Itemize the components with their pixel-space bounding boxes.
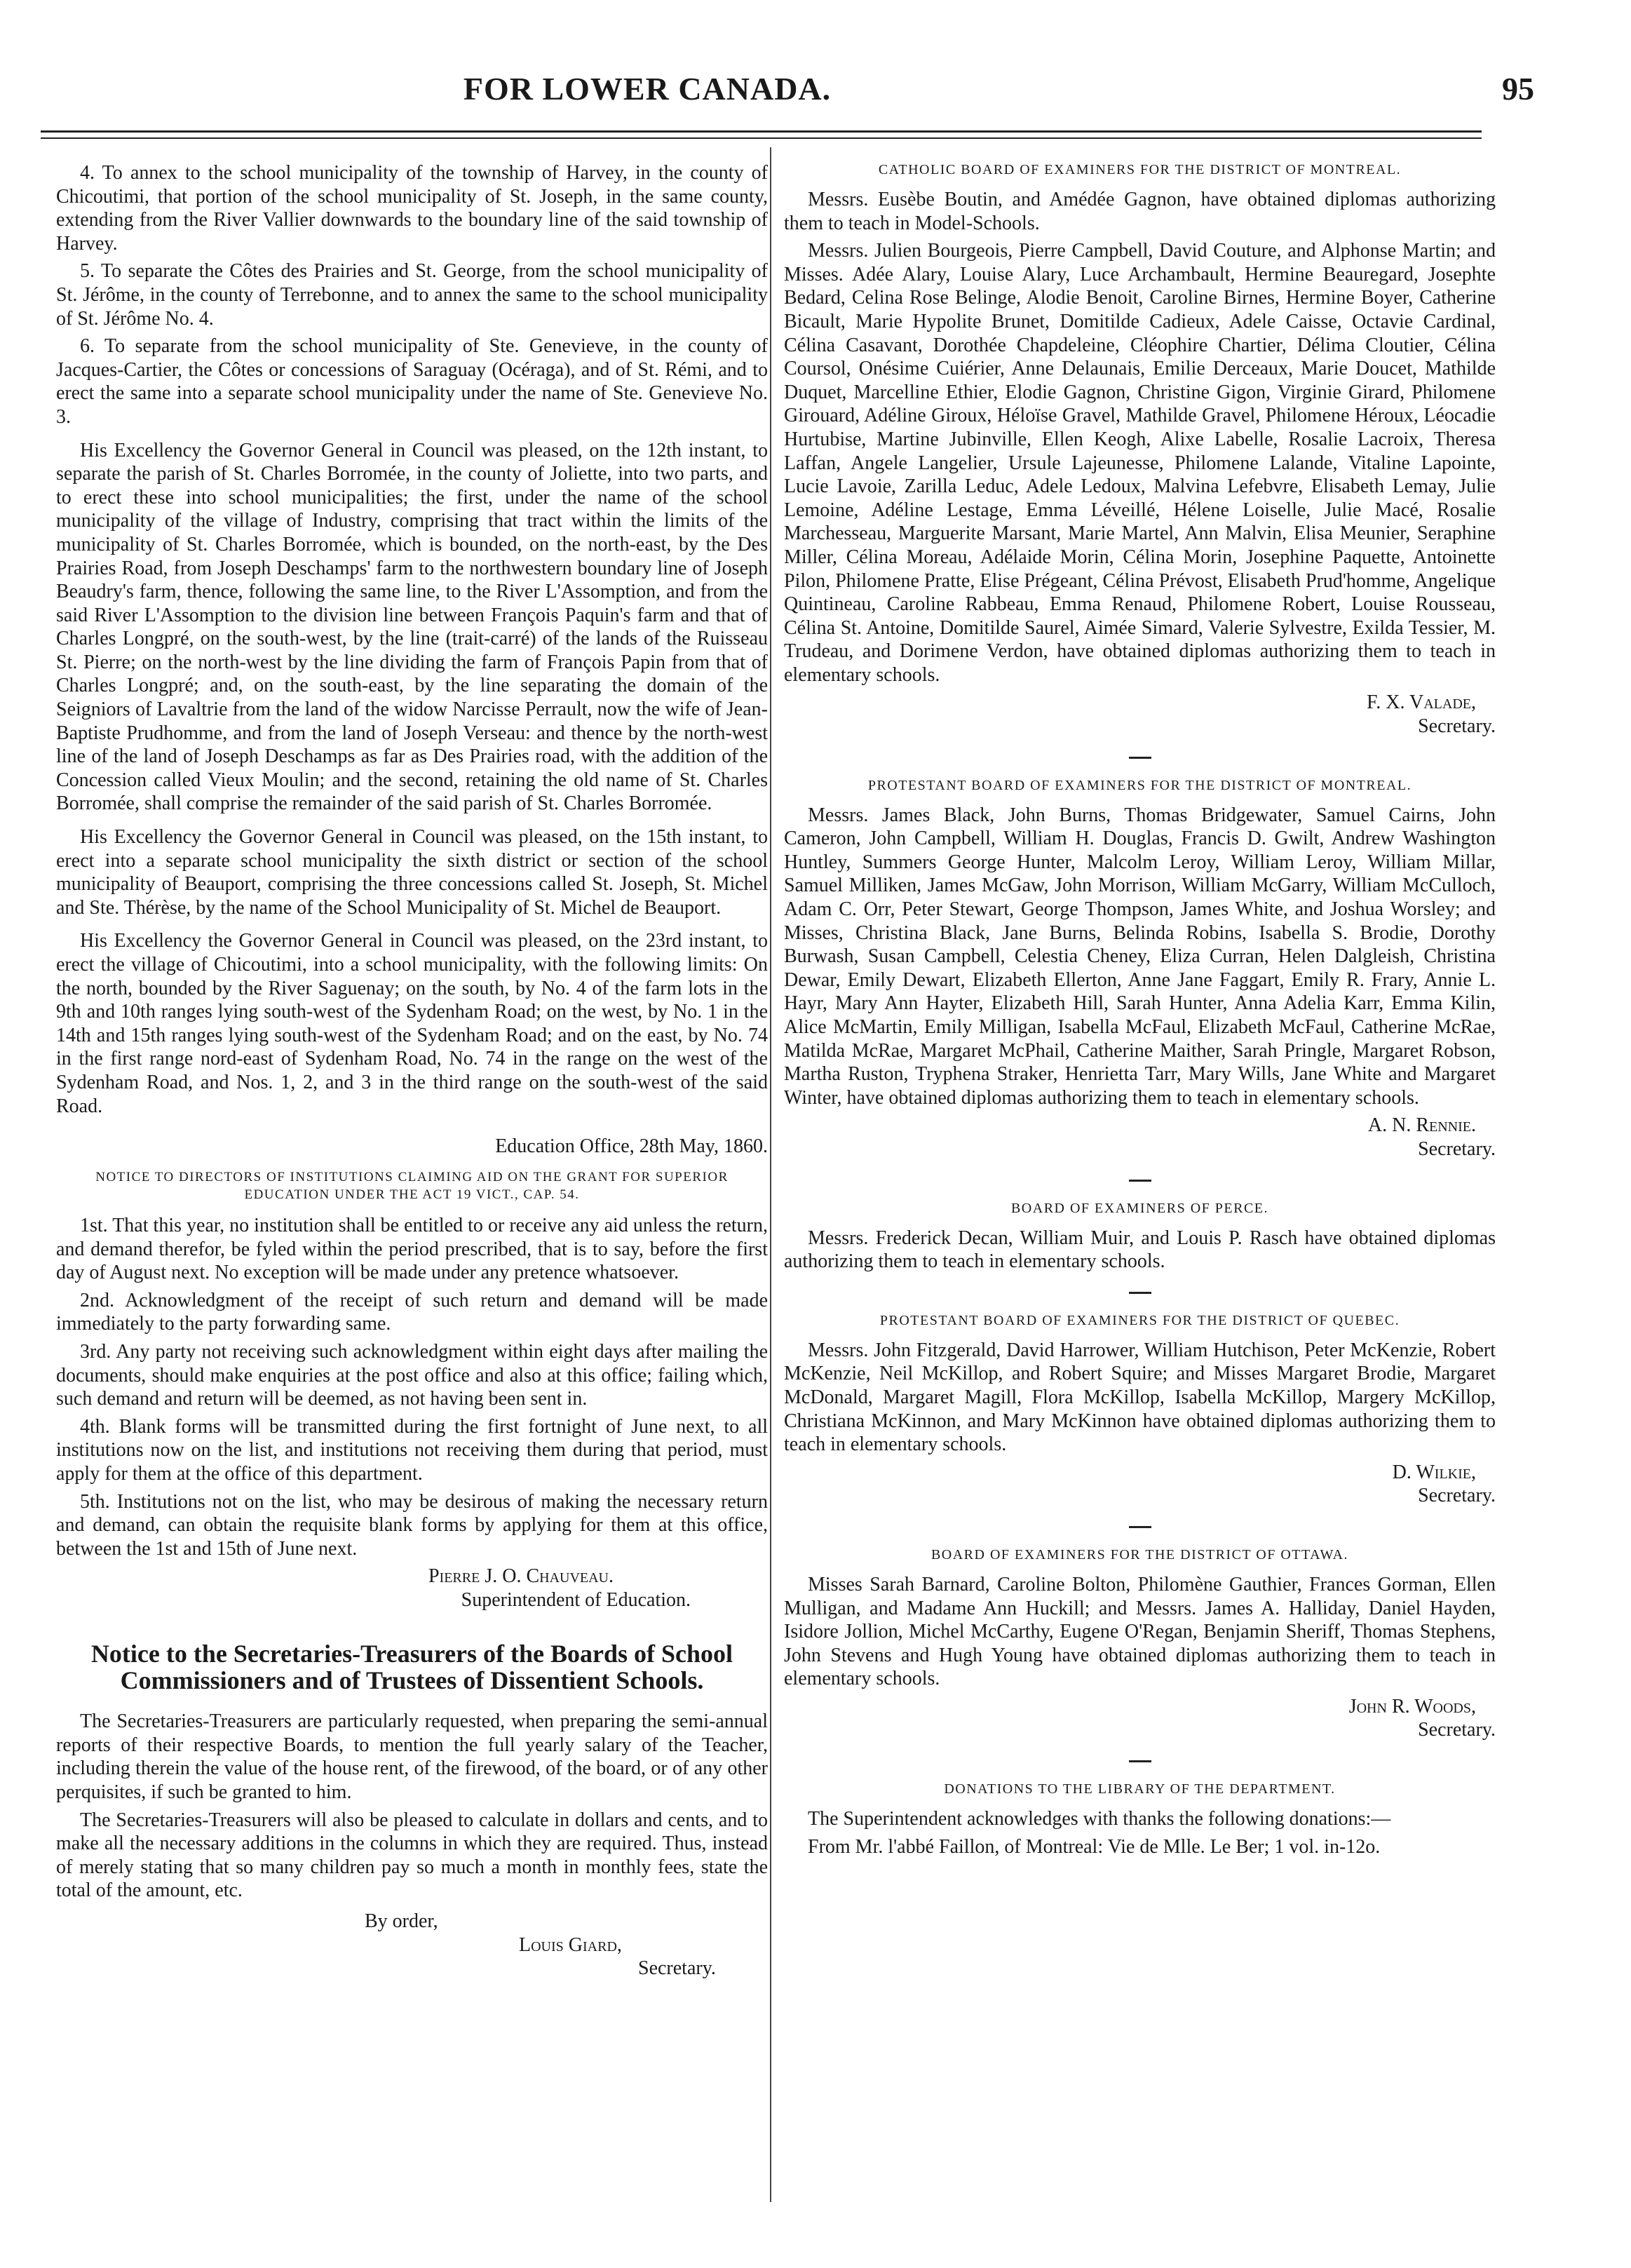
by-order-name: Louis Giard, — [519, 1933, 622, 1956]
signature-name: A. N. Rennie. — [1367, 1114, 1476, 1137]
section-heading: BOARD OF EXAMINERS OF PERCE. — [1010, 1200, 1269, 1216]
signature-role: Secretary. — [1418, 1485, 1496, 1507]
notice-title: Notice to the Secretaries-Treasurers of the Boards of School Commissioners and of Trustees of Dissentient Schools. — [90, 1639, 733, 1695]
paragraph: Misses Sarah Barnard, Caroline Bolton, Philomène Gauthier, Frances Gorman, Ellen Mulligan, and Madame Ann Huckill; and Messrs. James A. Halliday, Daniel Hayden, Isidore Jollion, Michel McCarthy, Eugene O'Regan, Benjamin Sheriff, Thomas Stephens, John Stevens and Hugh Young have obtained diplomas authorizing them to teach in elementary schools. — [784, 1573, 1496, 1690]
notice-heading: NOTICE TO DIRECTORS OF INSTITUTIONS CLAIMING AID ON THE GRANT FOR SUPERIOR EDUCATION UNDER THE ACT 19 VICT., CAP. 54. — [95, 1169, 729, 1203]
paragraph: 2nd. Acknowledgment of the receipt of such return and demand will be made immediately to the party forwarding same. — [56, 1289, 768, 1335]
section-dash — [1129, 1760, 1151, 1762]
section-dash — [1129, 1180, 1151, 1182]
section-dash — [1129, 1526, 1151, 1528]
signature-name: John R. Woods, — [1348, 1695, 1476, 1717]
paragraph: Messrs. Frederick Decan, William Muir, and Louis P. Rasch have obtained diplomas authorizing them to teach in elementary schools. — [784, 1227, 1496, 1273]
section-heading: PROTESTANT BOARD OF EXAMINERS FOR THE DISTRICT OF MONTREAL. — [867, 777, 1412, 793]
paragraph: Messrs. Julien Bourgeois, Pierre Campbell, David Couture, and Alphonse Martin; and Misses. Adée Alary, Louise Alary, Luce Archambault, Hermine Beauregard, Josephte Bedard, Celina Rose Belinge, Alodie Benoit, Caroline Birnes, Hermine Boyer, Catherine Bicault, Marie Hypolite Brunet, Domitilde Cadieux, Adele Caisse, Octavie Cardinal, Célina Casavant, Dorothée Chapdeleine, Cléophire Chartier, Délima Cloutier, Célina Coursol, Onésime Cuiérier, Anne Delaunais, Emilie Derceaux, Marie Doucet, Mathilde Duquet, Marcelline Ethier, Elodie Gagnon, Christine Gigon, Virginie Girard, Philomene Girouard, Adéline Giroux, Héloïse Gravel, Mathilde Gravel, Philomene Héroux, Léocadie Hurtubise, Martine Jubinville, Ellen Keogh, Alixe Labelle, Rosalie Lacroix, Theresa Laffan, Angele Langelier, Ursule Lajeunesse, Philomene Lalande, Vitaline Lapointe, Lucie Lavoie, Zarilla Leduc, Adele Ledoux, Malvina Lefebvre, Elisabeth Lemay, Julie Lemoine, Adéline Lestage, Emma Léveillé, Hélene Loiselle, Julie Macé, Rosalie Marchesseau, Marguerite Marsant, Marie Martel, Ann Malvin, Elisa Meunier, Seraphine Miller, Célina Moreau, Adélaide Morin, Célina Morin, Josephine Paquette, Antoinette Pilon, Philomene Pratte, Elise Prégeant, Célina Prévost, Elisabeth Prud'homme, Angelique Quintineau, Caroline Rabbeau, Emma Renaud, Philomene Robert, Louise Rousseau, Célina St. Antoine, Domitilde Saurel, Aimée Simard, Valerie Sylvestre, Exilda Tessier, M. Trudeau, and Dorimene Verdon, have obtained diplomas authorizing them to teach in elementary schools. — [784, 240, 1496, 686]
paragraph: 4. To annex to the school municipality of the township of Harvey, in the county of Chicoutimi, that portion of the school municipality of St. Joseph, in the same county, extending from the River Vallier downwards to the boundary line of the said township of Harvey. — [56, 162, 768, 255]
header-rule-top — [41, 130, 1482, 133]
section-heading: DONATIONS TO THE LIBRARY OF THE DEPARTMENT. — [944, 1781, 1336, 1797]
by-order-role: Secretary. — [638, 1957, 716, 1980]
section-dash — [1129, 1292, 1151, 1294]
newspaper-page — [41, 70, 1534, 2230]
paragraph: Messrs. John Fitzgerald, David Harrower, William Hutchison, Peter McKenzie, Robert McKenzie, Neil McKillop, and Robert Squire; and Misses Margaret Brodie, Margaret McDonald, Margaret Magill, Flora McKillop, Isabella McKillop, Margery McKillop, Christiana McKinnon, and Mary McKinnon have obtained diplomas authorizing them to teach in elementary schools. — [784, 1339, 1496, 1456]
paragraph: The Secretaries-Treasurers are particularly requested, when preparing the semi-annual reports of their respective Boards, to mention the full yearly salary of the Teacher, including therein the value of the house rent, of the firewood, of the board, or of any other perquisites, if such be granted to him. — [56, 1710, 768, 1804]
section-dash — [1129, 757, 1151, 759]
signature-role: Secretary. — [1418, 715, 1496, 738]
paragraph: His Excellency the Governor General in Council was pleased, on the 12th instant, to separate the parish of St. Charles Borromée, in the county of Joliette, into two parts, and to erect these into school municipalities; the first, under the name of the school municipality of the village of Industry, comprising that tract within the limits of the municipality of St. Charles Borromée, which is bounded, on the north-east, by the Des Prairies Road, from Joseph Deschamps' farm to the northwestern boundary line of Joseph Beaudry's farm, thence, following the same line, to the River L'Assomption, and from the said River L'Assomption to the division line between François Paquin's farm and that of Charles Longpré, on the south-west, by the line (trait-carré) of the lands of the Ruisseau St. Pierre; on the north-west by the line dividing the farm of François Papin from that of Charles Longpré; and, on the south-east, by the line separating the domain of the Seigniors of Lavaltrie from the land of the widow Narcisse Perrault, now the wife of Jean-Baptiste Prudhomme, and from the land of Joseph Verseau: and thence by the north-west line of the land of Joseph Deschamps as far as Des Prairies road, with the addition of the Concession called Vieux Moulin; and the second, retaining the old name of St. Charles Borromée, shall comprise the remainder of the said parish of St. Charles Borromée. — [56, 439, 768, 815]
by-order-block — [56, 1910, 768, 1980]
paragraph: 1st. That this year, no institution shall be entitled to or receive any aid unless the return, and demand therefor, be fyled within the period prescribed, that is to say, before the first day of August next. No exception will be made under any pretence whatsoever. — [56, 1215, 768, 1284]
paragraph: 5. To separate the Côtes des Prairies and St. George, from the school municipality of St. Jérôme, in the county of Terrebonne, and to annex the same to the school municipality of St. Jérôme No. 4. — [56, 260, 768, 330]
signature-role: Superintendent of Education. — [461, 1588, 691, 1611]
page-number: 95 — [1502, 71, 1534, 107]
paragraph: 3rd. Any party not receiving such acknowledgment within eight days after mailing the documents, should make enquiries at the post office and also at this office; failing which, such demand and return will be deemed, as not having been sent in. — [56, 1341, 768, 1410]
column-divider — [770, 147, 771, 2202]
paragraph: 4th. Blank forms will be transmitted during the first fortnight of June next, to all institutions now on the list, and institutions not receiving them during that period, must apply for them at the office of this department. — [56, 1415, 768, 1485]
paragraph: Messrs. Eusèbe Boutin, and Amédée Gagnon, have obtained diplomas authorizing them to teach in Model-Schools. — [784, 189, 1496, 234]
signature-name: F. X. Valade, — [1366, 691, 1476, 714]
signature-name: D. Wilkie, — [1392, 1461, 1476, 1483]
page-header — [41, 70, 1534, 119]
by-order-label: By order, — [365, 1910, 438, 1933]
paragraph: The Secretaries-Treasurers will also be pleased to calculate in dollars and cents, and to make all the necessary additions in the columns in which they are required. Thus, instead of merely stating that so many children pay so much a month in monthly fees, state the total of the amount, etc. — [56, 1809, 768, 1902]
signature-name: Pierre J. O. Chauveau. — [428, 1565, 614, 1588]
paragraph: The Superintendent acknowledges with thanks the following donations:— — [808, 1808, 1391, 1830]
right-column — [784, 161, 1496, 1863]
section-heading: PROTESTANT BOARD OF EXAMINERS FOR THE DISTRICT OF QUEBEC. — [879, 1312, 1400, 1328]
paragraph: Messrs. James Black, John Burns, Thomas Bridgewater, Samuel Cairns, John Cameron, John Campbell, William H. Douglas, Francis D. Gwilt, Andrew Washington Huntley, Summers George Hunter, Malcolm Leroy, William Leroy, William Millar, Samuel Milliken, James McGaw, John Morrison, William McGarry, William McCulloch, Adam C. Orr, Peter Stewart, George Thompson, James White, and Joshua Worsley; and Misses, Christina Black, Jane Burns, Belinda Robins, Isabella S. Brodie, Dorothy Burwash, Susan Campbell, Celestia Cheney, Eliza Curran, Helen Dalgleish, Christina Dewar, Emily Dewart, Elizabeth Ellerton, Anne Jane Faggart, Emily R. Frary, Annie L. Hayr, Mary Ann Hayter, Elizabeth Hill, Sarah Hunter, Anna Adelia Karr, Emma Kilin, Alice McMartin, Emily Milligan, Isabella McFaul, Elizabeth McFaul, Catherine McRae, Matilda McRae, Margaret McPhail, Catherine Maither, Sarah Pringle, Margaret Robson, Martha Ruston, Tryphena Straker, Henrietta Tarr, Mary Wills, Jane White and Margaret Winter, have obtained diplomas authorizing them to teach in elementary schools. — [784, 804, 1496, 1109]
left-column — [56, 161, 768, 1980]
paragraph: 6. To separate from the school municipality of Ste. Genevieve, in the county of Jacques-Cartier, the Côtes or concessions of Saraguay (Océraga), and of St. Rémi, and to erect the same into a separate school municipality under the name of Ste. Genevieve No. 3. — [56, 335, 768, 428]
paragraph: 5th. Institutions not on the list, who may be desirous of making the necessary return and demand, can obtain the requisite blank forms by applying for them at this office, between the 1st and 15th of June next. — [56, 1490, 768, 1560]
signature-role: Secretary. — [1418, 1719, 1496, 1741]
office-date: Education Office, 28th May, 1860. — [495, 1135, 768, 1158]
section-heading: BOARD OF EXAMINERS FOR THE DISTRICT OF OTTAWA. — [930, 1546, 1349, 1562]
page-title: FOR LOWER CANADA. — [463, 71, 832, 107]
signature-role: Secretary. — [1418, 1138, 1496, 1160]
paragraph: His Excellency the Governor General in Council was pleased, on the 23rd instant, to erect the village of Chicoutimi, into a school municipality, with the following limits: On the north, bounded by the River Saguenay; on the south, by No. 4 of the farm lots in the 9th and 10th ranges lying south-west of the Sydenham Road; on the west, by No. 1 in the 14th and 15th ranges lying south-west of the Sydenham Road; and on the east, by No. 74 in the first range nord-east of Sydenham Road, No. 74 in the range on the west of the Sydenham Road, and Nos. 1, 2, and 3 in the third range on the south-west of the said Road. — [56, 930, 768, 1117]
section-heading: CATHOLIC BOARD OF EXAMINERS FOR THE DISTRICT OF MONTREAL. — [878, 162, 1402, 177]
paragraph: From Mr. l'abbé Faillon, of Montreal: Vie de Mlle. Le Ber; 1 vol. in-12o. — [808, 1835, 1381, 1858]
header-rule-bottom — [41, 137, 1482, 139]
paragraph: His Excellency the Governor General in Council was pleased, on the 15th instant, to erect into a separate school municipality the sixth district or section of the school municipality of Beauport, comprising the three concessions called St. Joseph, St. Michel and Ste. Thérèse, by the name of the School Municipality of St. Michel de Beauport. — [56, 826, 768, 919]
